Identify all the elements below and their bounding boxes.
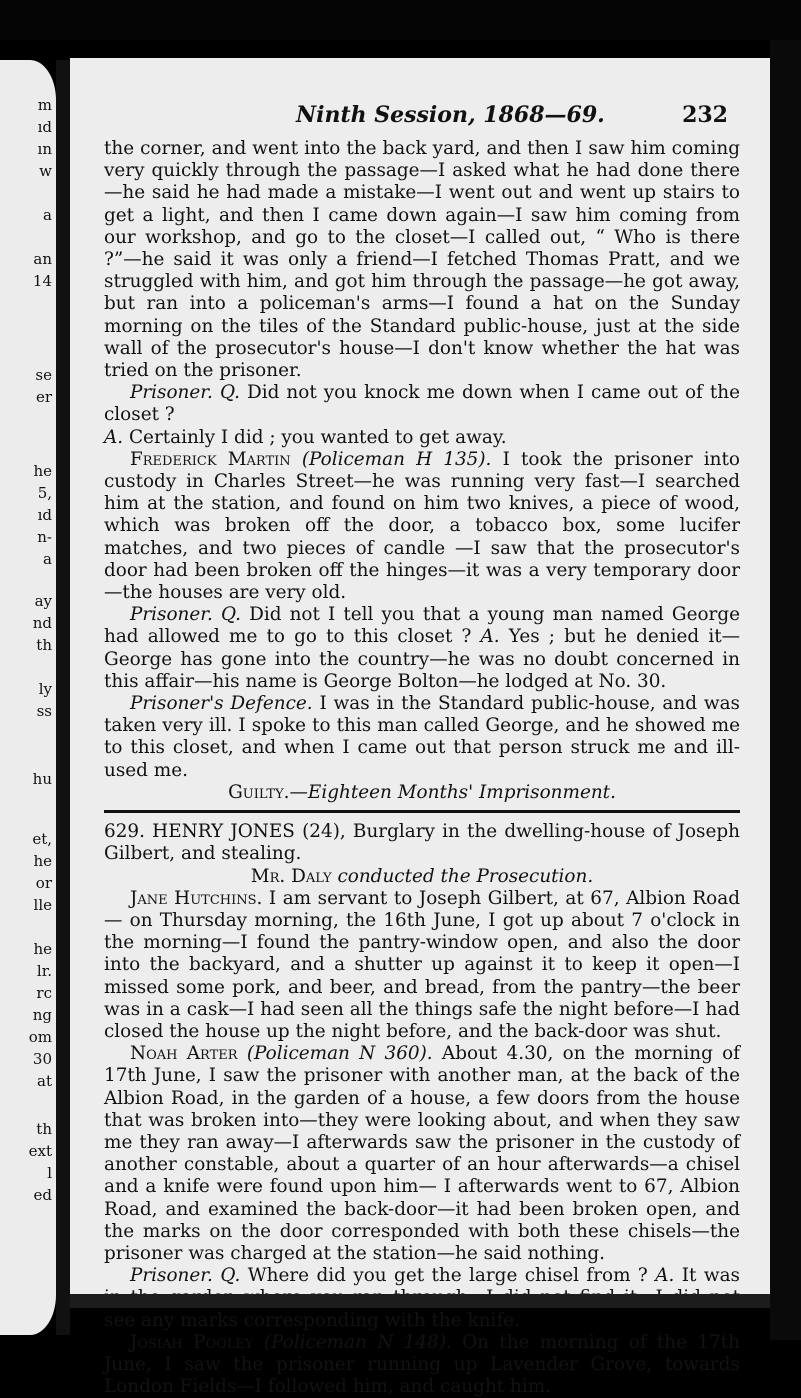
- answer-text: It was see any marks corresponding with the knife.: [104, 1265, 740, 1331]
- verdict-label: Guilty.: [228, 781, 290, 803]
- page-body: [104, 138, 740, 1398]
- counsel-name: Mr. Daly: [250, 865, 332, 887]
- witness-text: I am servant to Joseph Gilbert, at 67, Albion Road— on Thursday morning, the 16th June, I got up about 7 o'clock in the morning—I found the pantry-window open, and also the door into the backyard, and a shutter up against it to keep it open—I missed some pork, and beer, and bread, from the pantry—the beer was in a cask—I had seen all the things safe the night before—I had closed the house up the night before, and the back-door was shut.: [104, 887, 740, 1042]
- paragraph-prisoner-defence: [104, 693, 740, 782]
- left-page-text-fragment: ın: [37, 140, 52, 158]
- left-page-text-fragment: ed: [33, 1186, 52, 1204]
- left-page-text-fragment: he: [33, 852, 52, 870]
- verdict-sentence: —Eighteen Months' Imprisonment.: [289, 781, 616, 803]
- left-page-text-fragment: er: [35, 388, 52, 406]
- scan-right-border: [770, 40, 801, 1340]
- left-page-text-fragment: ng: [32, 1006, 52, 1024]
- case-divider: [104, 810, 740, 813]
- scan-bottom-shadow: [70, 1294, 770, 1308]
- witness-role: (Policeman N 148).: [263, 1331, 452, 1353]
- left-page-text-fragment: et,: [32, 830, 52, 848]
- paragraph-witness-martin: [104, 449, 740, 604]
- left-page-text-fragment: at: [37, 1072, 52, 1090]
- left-page-text-fragment: a: [43, 206, 52, 224]
- running-head: Ninth Session, 1868—69.: [296, 102, 605, 128]
- answer-marker: A.: [480, 626, 500, 648]
- answer-text: Yes ; but he denied it—George has gone into the country—he was no doubt concerned in this affair—his name is George Bolton—he lodged at No. 30.: [104, 626, 740, 692]
- left-page-text-fragment: l: [47, 1164, 52, 1182]
- paragraph-prisoner-question-2: [104, 604, 740, 693]
- answer-marker: A.: [104, 426, 124, 448]
- paragraph-prisoner-question: [104, 382, 740, 426]
- left-page-text-fragment: ly: [38, 680, 52, 698]
- left-page-text-fragment: rc: [36, 984, 52, 1002]
- answer-marker: A.: [655, 1265, 675, 1287]
- left-page-text-fragment: nd: [32, 614, 52, 632]
- speaker-label: Prisoner.: [130, 382, 213, 404]
- witness-role: (Policeman H 135).: [301, 448, 492, 470]
- paragraph-witness-hutchins: [104, 888, 740, 1043]
- counsel-text: conducted the Prosecution.: [331, 865, 594, 887]
- case-heading: 629. HENRY JONES (24), Burglary in the dwelling-house of Joseph Gilbert, and stealing.: [104, 821, 740, 865]
- right-page: [70, 58, 770, 1398]
- prosecution-note: [104, 866, 740, 888]
- witness-role: (Policeman N 360).: [246, 1043, 433, 1065]
- left-page-text-fragment: lr.: [36, 962, 52, 980]
- page-number: 232: [682, 102, 728, 128]
- question-marker: Q.: [219, 382, 240, 404]
- answer-text: Certainly I did ; you wanted to get away.: [123, 426, 507, 448]
- speaker-label: Prisoner's Defence.: [130, 693, 313, 715]
- left-page-text-fragment: ss: [36, 702, 52, 720]
- speaker-label: Prisoner.: [130, 604, 213, 626]
- witness-text: On the morning of the 17th June, I saw the prisoner running up Lavender Grove, towards London Fields—I followed him, and caught him.: [104, 1331, 740, 1398]
- witness-name: Jane Hutchins.: [130, 887, 263, 909]
- left-page-text-fragment: ext: [28, 1142, 52, 1160]
- left-page-text-fragment: m: [37, 96, 52, 114]
- witness-text: About 4.30, on the morning of 17th June, I saw the prisoner with another man, at the back of the Albion Road, in the garden of a house, a few doors from the house that was broken into—they were looking about, and when they saw me they ran away—I afterwards saw the prisoner in the custody of another constable, about a quarter of an hour afterwards—a chisel and a knife were found upon him— I afterwards went to 67, Albion Road, and examined the back-door—it had been broken open, and the marks on the door corresponded with both these chisels—the prisoner was charged at the station—he said nothing.: [104, 1043, 740, 1264]
- question-text: Did not I tell you that a young man named George had allowed me to go to this closet ?: [104, 604, 740, 648]
- witness-name: Frederick Martin: [130, 448, 291, 470]
- left-page-text-fragment: he: [33, 940, 52, 958]
- left-page-text-fragment: th: [36, 1120, 52, 1138]
- left-page-text-fragment: n-: [37, 528, 52, 546]
- paragraph-witness-pooley: [104, 1332, 740, 1398]
- left-page-edge: [0, 60, 56, 1335]
- verdict: [104, 782, 740, 804]
- left-page-text-fragment: ıd: [37, 118, 52, 136]
- book-gutter: [56, 60, 70, 1335]
- scan-top-border: [0, 0, 801, 40]
- question-marker: Q.: [221, 604, 242, 626]
- question-text: Did not you knock me down when I came out of the closet ?: [104, 382, 740, 426]
- witness-name: Noah Arter: [130, 1043, 238, 1065]
- witness-name: Josiah Pooley: [130, 1331, 254, 1353]
- paragraph-answer: [104, 427, 740, 449]
- left-page-text-fragment: a: [43, 550, 52, 568]
- left-page-text-fragment: se: [35, 366, 52, 384]
- question-marker: Q.: [220, 1265, 241, 1287]
- left-page-text-fragment: om: [28, 1028, 52, 1046]
- witness-text: I took the prisoner into custody in Charles Street—he was running very fast—I searched him at the station, and found on him two knives, a piece of wood, which was broken off the door, a tobacco box, some lucifer matches, and two pieces of candle —I saw that the prosecutor's door had been broken off the hinges—it was a very temporary door—the houses are very old.: [104, 448, 740, 604]
- question-text: Where did you get the large chisel from ?: [240, 1265, 656, 1287]
- left-page-text-fragment: 14: [32, 272, 52, 290]
- left-page-text-fragment: ay: [34, 592, 52, 610]
- speaker-label: Prisoner.: [130, 1265, 213, 1287]
- left-page-text-fragment: w: [39, 162, 52, 180]
- left-page-text-fragment: ıd: [37, 506, 52, 524]
- left-page-text-fragment: hu: [32, 770, 52, 788]
- paragraph-testimony-continued: the corner, and went into the back yard, and then I saw him coming very quickly through the passage—I asked what he had done there—he said he had made a mistake—I went out and went up stairs to get a light, and then I came down again—I saw him coming from our workshop, and go to the closet—I called out, “ Who is there ?”—he said it was only a friend—I fetched Thomas Pratt, and we struggled with him, and got him through the passage—he got away, but ran into a policeman's arms—I found a hat on the Sunday morning on the tiles of the Standard public-house, just at the side wall of the prosecutor's house—I don't know whether the hat was tried on the prisoner.: [104, 138, 740, 382]
- left-page-text-fragment: 30: [32, 1050, 52, 1068]
- paragraph-witness-arter: [104, 1043, 740, 1265]
- left-page-text-fragment: lle: [33, 896, 52, 914]
- left-page-text-fragment: or: [35, 874, 52, 892]
- left-page-text-fragment: he: [33, 462, 52, 480]
- left-page-text-fragment: an: [33, 250, 52, 268]
- defence-text: I was in the Standard public-house, and was taken very ill. I spoke to this man called George, and he showed me to this closet, and when I came out that person struck me and ill-used me.: [104, 693, 740, 781]
- left-page-text-fragment: 5,: [37, 484, 52, 502]
- left-page-text-fragment: th: [36, 636, 52, 654]
